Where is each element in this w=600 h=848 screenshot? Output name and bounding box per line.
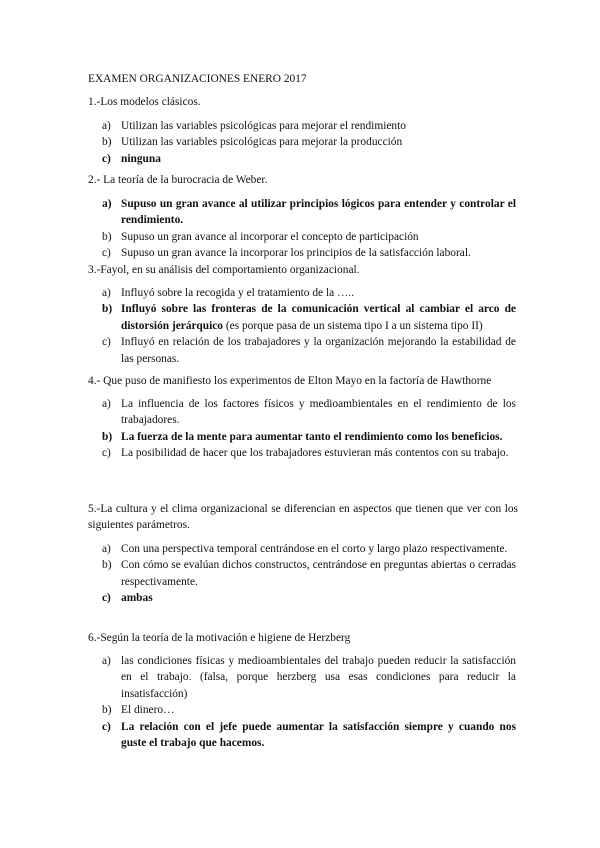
option-text: ninguna (121, 152, 161, 165)
option-text: Utilizan las variables psicológicas para mejorar el rendimiento (121, 120, 406, 132)
question-6-options (102, 653, 516, 751)
option-letter: c) (102, 247, 111, 260)
option-correct (102, 151, 516, 167)
option-correct (102, 196, 516, 229)
question-2 (88, 172, 518, 188)
option (102, 334, 516, 367)
question-4 (88, 373, 518, 389)
option-text: El dinero… (121, 704, 175, 717)
option-text: ambas (121, 592, 153, 605)
question-4-options (102, 396, 516, 462)
option-letter: c) (102, 447, 111, 460)
option-letter: b) (102, 230, 112, 243)
question-5-options (102, 541, 516, 607)
option-letter: a) (102, 655, 111, 667)
option-letter: b) (102, 430, 113, 443)
option-text: las condiciones físicas y medioambientales del trabajo pueden reducir la satisfacción en el trabajo. (falsa, porque herzberg usa esas condiciones para reducir la insatisfacción) (121, 655, 516, 700)
question-3-options (102, 285, 516, 367)
option (102, 653, 516, 702)
option-text: Con cómo se evalúan dichos constructos, centrándose en preguntas abiertas o cerradas respectivamente. (121, 559, 516, 588)
option-letter: c) (102, 152, 111, 165)
page-title: EXAMEN ORGANIZACIONES ENERO 2017 (88, 73, 307, 85)
option-correct (102, 719, 516, 752)
option (102, 541, 516, 557)
question-3 (88, 262, 518, 278)
option-correct (102, 429, 516, 445)
option-correct (102, 590, 516, 606)
question-text: 6.-Según la teoría de la motivación e higiene de Herzberg (88, 632, 351, 644)
option (102, 134, 516, 150)
option (102, 229, 516, 245)
option-correct (102, 301, 516, 334)
question-2-options (102, 196, 516, 262)
question-1-options (102, 118, 516, 167)
option-text: Influyó sobre las fronteras de la comunicación vertical al cambiar el arco de distorsión jerárquico (121, 303, 516, 332)
option-letter: a) (102, 287, 111, 299)
question-text: 1.-Los modelos clásicos. (88, 96, 201, 108)
option-text: La posibilidad de hacer que los trabajadores estuvieran más contentos con su trabajo. (121, 447, 509, 460)
option-letter: a) (102, 398, 111, 410)
option-text: Influyó en relación de los trabajadores y la organización mejorando la estabilidad de las personas. (121, 336, 516, 365)
option-note: (es porque pasa de un sistema tipo I a un sistema tipo II) (223, 319, 483, 332)
option-letter: c) (102, 592, 111, 605)
option-letter: b) (102, 303, 113, 316)
option-letter: b) (102, 704, 112, 717)
question-6 (88, 630, 518, 646)
question-1 (88, 94, 518, 110)
option (102, 557, 516, 590)
option-text: Supuso un gran avance al incorporar el concepto de participación (121, 230, 419, 243)
option-text: La fuerza de la mente para aumentar tanto el rendimiento como los beneficios. (121, 430, 503, 443)
question-text: 3.-Fayol, en su análisis del comportamiento organizacional. (88, 264, 360, 276)
option-letter: c) (102, 720, 111, 733)
option-text: Influyó sobre la recogida y el tratamiento de la ….. (121, 287, 355, 299)
option-letter: b) (102, 136, 112, 149)
option (102, 702, 516, 718)
option (102, 445, 516, 461)
question-5 (88, 501, 518, 534)
question-text: 5.-La cultura y el clima organizacional se diferencian en aspectos que tienen que ver con los siguientes parámetros. (88, 503, 518, 532)
option (102, 396, 516, 429)
option-letter: a) (102, 120, 111, 132)
option-letter: a) (102, 198, 112, 210)
option-text: La relación con el jefe puede aumentar la satisfacción siempre y cuando nos guste el trabajo que hacemos. (121, 720, 516, 750)
option-letter: b) (102, 559, 112, 572)
option-text: Supuso un gran avance la incorporar los principios de la satisfacción laboral. (121, 247, 471, 260)
option-text: Utilizan las variables psicológicas para mejorar la producción (121, 136, 403, 149)
question-text: 4.- Que puso de manifiesto los experimentos de Elton Mayo en la factoría de Hawthorne (88, 375, 492, 387)
option (102, 285, 516, 301)
question-text: 2.- La teoría de la burocracia de Weber. (88, 174, 268, 186)
option-text: La influencia de los factores físicos y medioambientales en el rendimiento de los trabajadores. (121, 398, 516, 427)
option-text: Con una perspectiva temporal centrándose en el corto y largo plazo respectivamente. (121, 543, 508, 555)
option (102, 245, 516, 261)
option-letter: a) (102, 543, 111, 555)
option (102, 118, 516, 134)
option-letter: c) (102, 336, 111, 349)
option-text: Supuso un gran avance al utilizar principios lógicos para entender y controlar el rendimiento. (121, 198, 516, 227)
